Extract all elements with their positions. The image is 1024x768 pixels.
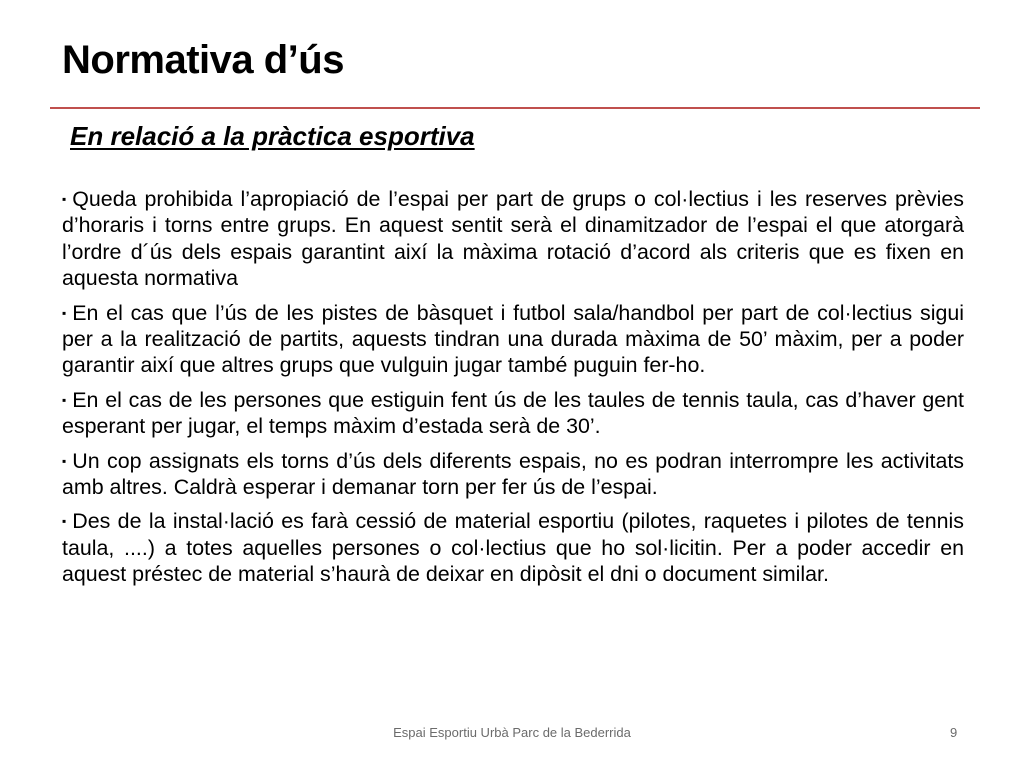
bullet-square-icon: ▪ bbox=[62, 514, 67, 529]
bullet-square-icon: ▪ bbox=[62, 392, 67, 407]
bullet-text: Des de la instal·lació es farà cessió de material esportiu (pilotes, raquetes i pilotes de tennis taula, ....) a totes aquelles persones o col·lectius que ho sol·licitin. Per a poder accedir en aquest préstec de material s’haurà de deixar en dipòsit el dni o document similar. bbox=[62, 509, 964, 587]
bullet-item bbox=[62, 300, 964, 379]
bullet-square-icon: ▪ bbox=[62, 453, 67, 468]
footer-text: Espai Esportiu Urbà Parc de la Bederrida bbox=[393, 725, 631, 740]
title-divider bbox=[50, 107, 980, 109]
bullet-list bbox=[62, 186, 964, 596]
page-number: 9 bbox=[950, 725, 958, 740]
slide-subtitle: En relació a la pràctica esportiva bbox=[70, 121, 475, 151]
bullet-square-icon: ▪ bbox=[62, 305, 67, 320]
bullet-text: En el cas de les persones que estiguin fent ús de les taules de tennis taula, cas d’haver gent esperant per jugar, el temps màxim d’estada serà de 30’. bbox=[62, 387, 964, 439]
bullet-item bbox=[62, 448, 964, 501]
bullet-text: Queda prohibida l’apropiació de l’espai per part de grups o col·lectius i les reserves prèvies d’horaris i torns entre grups. En aquest sentit serà el dinamitzador de l’espai el que atorgarà l’ordre d´ús dels espais garantint així la màxima rotació d’acord als criteris que es fixen en aquesta normativa bbox=[62, 187, 964, 291]
bullet-text: En el cas que l’ús de les pistes de bàsquet i futbol sala/handbol per part de col·lectius sigui per a la realització de partits, aquests tindran una durada màxima de 50’ màxim, per a poder garantir així que altres grups que vulguin jugar també puguin fer-ho. bbox=[62, 300, 964, 378]
bullet-item bbox=[62, 186, 964, 292]
bullet-text: Un cop assignats els torns d’ús dels diferents espais, no es podran interrompre les activitats amb altres. Caldrà esperar i demanar torn per fer ús de l’espai. bbox=[62, 448, 964, 500]
slide-title: Normativa d’ús bbox=[62, 38, 344, 82]
bullet-item bbox=[62, 387, 964, 440]
bullet-square-icon: ▪ bbox=[62, 192, 67, 206]
bullet-item bbox=[62, 508, 964, 587]
